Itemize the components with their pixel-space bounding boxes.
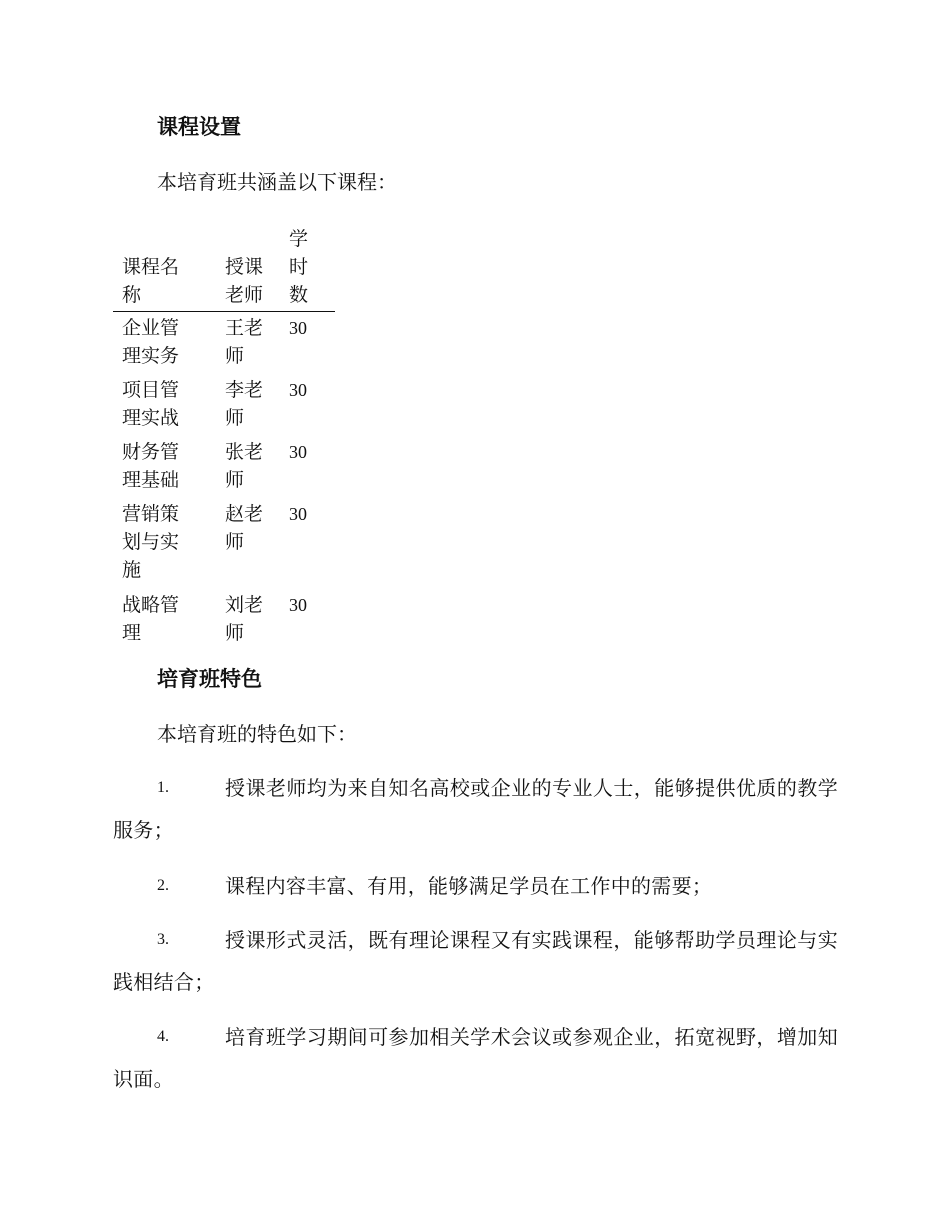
list-item-text: 授课形式灵活，既有理论课程又有实践课程，能够帮助学员理论与实践相结合； bbox=[113, 928, 838, 994]
teacher-cell: 张老师 bbox=[225, 441, 264, 491]
table-row bbox=[113, 436, 335, 498]
teacher-cell: 王老师 bbox=[225, 317, 264, 367]
list-item bbox=[113, 1016, 838, 1100]
list-number: 3. bbox=[157, 931, 169, 948]
teacher-cell: 赵老师 bbox=[225, 503, 264, 553]
list-item bbox=[113, 865, 838, 907]
list-item bbox=[113, 919, 838, 1003]
hours-cell: 30 bbox=[289, 442, 307, 462]
header-hours: 学时数 bbox=[289, 228, 309, 306]
header-teacher: 授课老师 bbox=[225, 256, 264, 306]
teacher-cell: 李老师 bbox=[225, 379, 264, 429]
section-intro-courses: 本培育班共涵盖以下课程： bbox=[157, 170, 397, 194]
course-name-cell: 财务管理基础 bbox=[122, 441, 180, 491]
section-intro-features: 本培育班的特色如下： bbox=[157, 722, 357, 746]
table-row bbox=[113, 374, 335, 436]
table-row bbox=[113, 589, 335, 651]
section-heading-course-setup: 课程设置 bbox=[157, 115, 241, 139]
table-header-row bbox=[113, 222, 335, 312]
table-row bbox=[113, 312, 335, 374]
list-item-text: 培育班学习期间可参加相关学术会议或参观企业，拓宽视野，增加知识面。 bbox=[113, 1025, 838, 1091]
course-name-cell: 项目管理实战 bbox=[122, 379, 180, 429]
section-heading-features: 培育班特色 bbox=[157, 667, 262, 691]
hours-cell: 30 bbox=[289, 595, 307, 615]
table-row bbox=[113, 498, 335, 589]
teacher-cell: 刘老师 bbox=[225, 594, 264, 644]
hours-cell: 30 bbox=[289, 318, 307, 338]
course-name-cell: 企业管理实务 bbox=[122, 317, 180, 367]
header-course-name: 课程名称 bbox=[122, 256, 180, 306]
course-table bbox=[113, 222, 335, 651]
hours-cell: 30 bbox=[289, 504, 307, 524]
list-item-text: 课程内容丰富、有用，能够满足学员在工作中的需要； bbox=[225, 874, 713, 898]
list-item-text: 授课老师均为来自知名高校或企业的专业人士，能够提供优质的教学服务； bbox=[113, 776, 838, 842]
course-name-cell: 战略管理 bbox=[122, 594, 180, 644]
course-name-cell: 营销策划与实施 bbox=[122, 503, 180, 581]
list-number: 4. bbox=[157, 1028, 169, 1045]
list-number: 2. bbox=[157, 877, 169, 894]
list-item bbox=[113, 767, 838, 851]
list-number: 1. bbox=[157, 779, 169, 796]
hours-cell: 30 bbox=[289, 380, 307, 400]
